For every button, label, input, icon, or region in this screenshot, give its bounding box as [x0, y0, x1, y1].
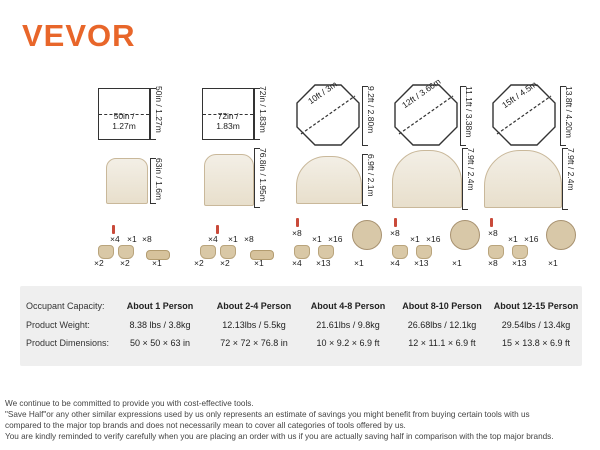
weight-value: 12.13lbs / 5.5kg: [222, 320, 286, 330]
capacity-value: About 8-10 Person: [402, 301, 482, 311]
acc-count: ×16: [328, 234, 343, 244]
spec-table: [20, 286, 582, 366]
height-label: 7.9ft / 2.4m: [466, 148, 476, 191]
acc-count: ×1: [452, 258, 462, 268]
tent-image: [392, 150, 462, 208]
acc-count: ×1: [354, 258, 364, 268]
acc-count: ×13: [316, 258, 331, 268]
product-column-5: [484, 80, 594, 270]
tent-image: [204, 154, 254, 206]
bag-icon: [200, 245, 216, 259]
acc-count: ×8: [244, 234, 254, 244]
disc-bag-icon: [352, 220, 382, 250]
dimensions-value: 72 × 72 × 76.8 in: [220, 338, 288, 348]
acc-count: ×1: [548, 258, 558, 268]
dimensions-value: 12 × 11.1 × 6.9 ft: [408, 338, 476, 348]
disclaimer-line: compared to the major top brands and does not necessarily mean to cover all categories of tools offered by us.: [5, 421, 406, 430]
bag-icon: [416, 245, 432, 259]
capacity-value: About 12-15 Person: [493, 301, 579, 311]
floor-side-label: 9.2ft / 2.80m: [366, 86, 376, 134]
peg-icon: [490, 218, 493, 227]
bag-icon: [318, 245, 334, 259]
acc-count: ×1: [152, 258, 162, 268]
bag-icon: [488, 245, 504, 259]
floor-plan: [98, 88, 150, 140]
acc-count: ×13: [414, 258, 429, 268]
floor-label: 10ft / 3m: [306, 79, 339, 107]
capacity-value: About 2-4 Person: [216, 301, 292, 311]
floor-side-label: 11.1ft / 3.38m: [464, 86, 474, 138]
acc-count: ×1: [127, 234, 137, 244]
bag-icon: [512, 245, 528, 259]
peg-icon: [394, 218, 397, 227]
floor-side-label: 50in / 1.27m: [154, 86, 164, 133]
floor-side-label: 72in / 1.83m: [258, 86, 268, 133]
floor-label: 50in / 1.27m: [112, 111, 136, 131]
acc-count: ×16: [524, 234, 539, 244]
height-label: 63in / 1.6m: [154, 158, 164, 201]
weight-value: 29.54lbs / 13.4kg: [501, 320, 571, 330]
tent-image: [484, 150, 562, 208]
acc-count: ×1: [410, 234, 420, 244]
floor-label: 15ft / 4.5m: [500, 78, 539, 111]
acc-count: ×1: [228, 234, 238, 244]
weight-value: 8.38 lbs / 3.8kg: [129, 320, 191, 330]
brand-logo: VEVOR: [22, 18, 136, 53]
tent-image: [106, 158, 148, 204]
acc-count: ×4: [208, 234, 218, 244]
weight-label: Product Weight:: [26, 320, 90, 330]
acc-count: ×8: [488, 258, 498, 268]
tent-image: [296, 156, 362, 204]
acc-count: ×2: [94, 258, 104, 268]
dimensions-value: 10 × 9.2 × 6.9 ft: [316, 338, 380, 348]
acc-count: ×1: [508, 234, 518, 244]
peg-icon: [112, 225, 115, 234]
peg-icon: [216, 225, 219, 234]
acc-count: ×2: [120, 258, 130, 268]
height-label: 76.8in / 1.95m: [258, 148, 268, 202]
bag-icon: [98, 245, 114, 259]
acc-count: ×4: [110, 234, 120, 244]
acc-count: ×16: [426, 234, 441, 244]
floor-plan: [202, 88, 254, 140]
capacity-value: About 1 Person: [126, 301, 194, 311]
height-label: 7.9ft / 2.4m: [566, 148, 576, 191]
disclaimer-line: "Save Half"or any other similar expressions used by us only represents an estimate of savings you might benefit from buying certain tools with us: [5, 410, 530, 419]
product-column-3: [292, 80, 402, 270]
disc-bag-icon: [450, 220, 480, 250]
acc-count: ×1: [312, 234, 322, 244]
capacity-label: Occupant Capacity:: [26, 301, 105, 311]
disclaimer-line: We continue to be committed to provide you with cost-effective tools.: [5, 399, 254, 408]
dimensions-label: Product Dimensions:: [26, 338, 110, 348]
height-label: 6.9ft / 2.1m: [366, 154, 376, 197]
floor-label: 72in / 1.83m: [216, 111, 240, 131]
disclaimer: [5, 398, 597, 442]
acc-count: ×8: [292, 228, 302, 238]
disclaimer-line: You are kindly reminded to verify carefully when you are placing an order with us if you are actually saving half in comparison with the top major brands.: [5, 432, 554, 441]
capacity-value: About 4-8 Person: [310, 301, 386, 311]
peg-icon: [296, 218, 299, 227]
acc-count: ×2: [194, 258, 204, 268]
acc-count: ×8: [142, 234, 152, 244]
weight-value: 21.61lbs / 9.8kg: [316, 320, 380, 330]
bag-icon: [220, 245, 236, 259]
acc-count: ×8: [390, 228, 400, 238]
bag-icon: [118, 245, 134, 259]
acc-count: ×13: [512, 258, 527, 268]
acc-count: ×2: [220, 258, 230, 268]
disc-bag-icon: [546, 220, 576, 250]
floor-label: 12ft / 3.66m: [400, 76, 443, 111]
bag-icon: [392, 245, 408, 259]
product-column-2: [192, 80, 302, 270]
weight-value: 26.68lbs / 12.1kg: [407, 320, 477, 330]
dimensions-value: 50 × 50 × 63 in: [129, 338, 191, 348]
acc-count: ×1: [254, 258, 264, 268]
floor-side-label: 13.8ft / 4.20m: [564, 86, 574, 138]
acc-count: ×8: [488, 228, 498, 238]
acc-count: ×4: [390, 258, 400, 268]
acc-count: ×4: [292, 258, 302, 268]
dimensions-value: 15 × 13.8 × 6.9 ft: [501, 338, 571, 348]
product-column-1: [88, 80, 198, 270]
bag-icon: [294, 245, 310, 259]
